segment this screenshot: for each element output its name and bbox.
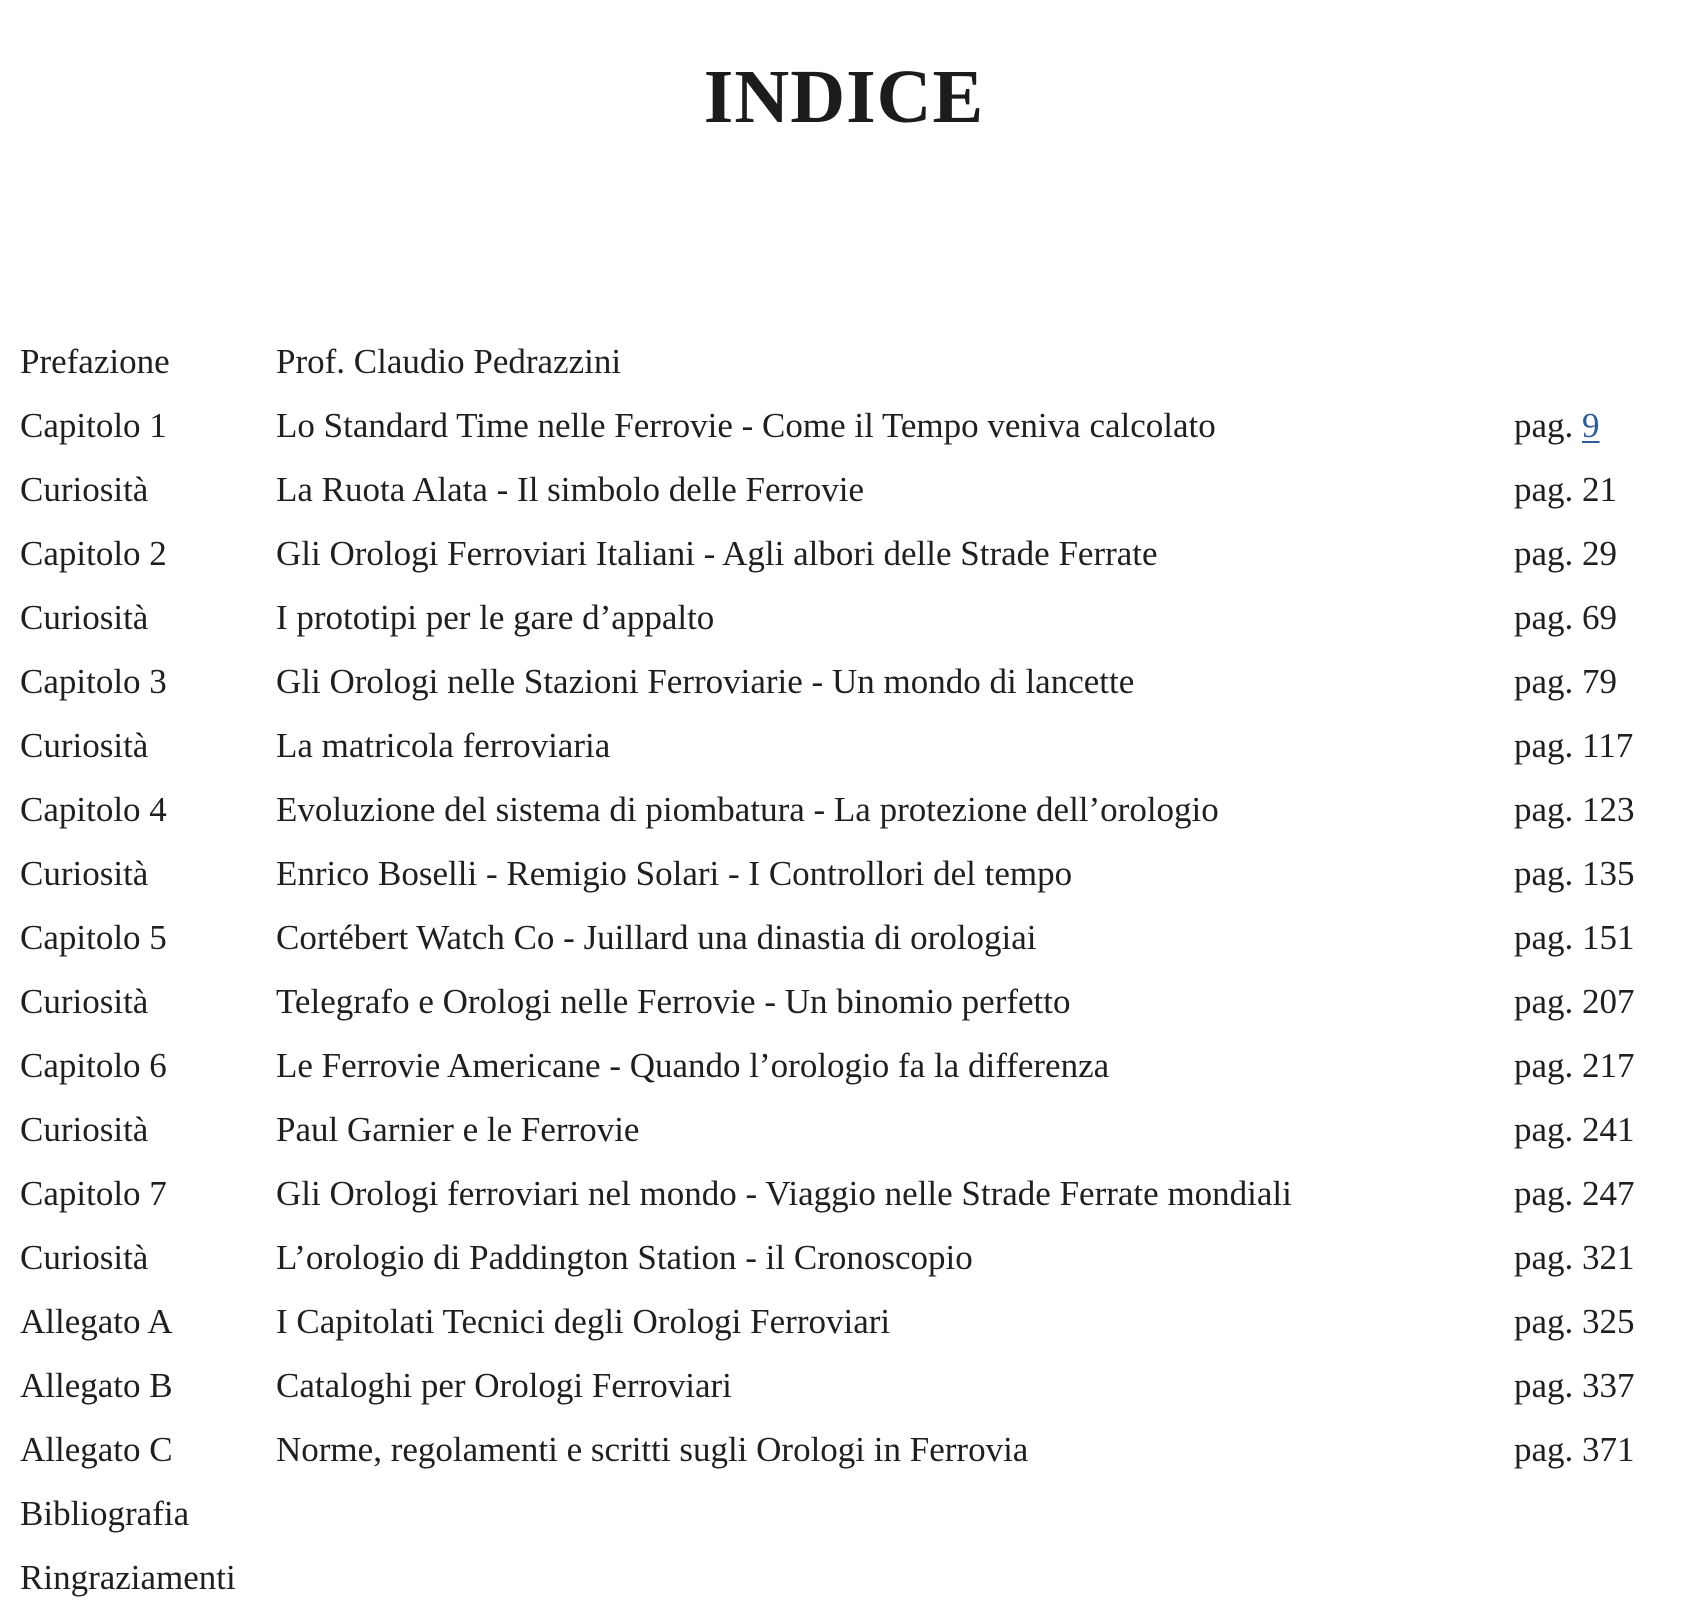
- toc-row-label: Curiosità: [20, 1238, 149, 1277]
- toc-row-page: pag. 135: [1514, 854, 1635, 893]
- toc-row-title: Norme, regolamenti e scritti sugli Orologi in Ferrovia: [276, 1430, 1029, 1469]
- toc-row: [20, 1226, 1668, 1290]
- toc-row: [20, 458, 1668, 522]
- toc-row-page: pag. 117: [1514, 726, 1634, 765]
- toc-row-label: Capitolo 1: [20, 406, 167, 445]
- toc-row-prefazione: [20, 330, 1668, 394]
- toc-row-label: Capitolo 7: [20, 1174, 167, 1213]
- toc-row: [20, 650, 1668, 714]
- table-of-contents: [20, 330, 1668, 1610]
- toc-row: [20, 1418, 1668, 1482]
- toc-row: [20, 1098, 1668, 1162]
- toc-row-ringraziamenti: [20, 1546, 1668, 1610]
- toc-row-page: pag. 207: [1514, 982, 1635, 1021]
- toc-row-title: I Capitolati Tecnici degli Orologi Ferroviari: [276, 1302, 891, 1341]
- toc-row: [20, 1354, 1668, 1418]
- toc-row-page: pag. 217: [1514, 1046, 1635, 1085]
- toc-row: [20, 1034, 1668, 1098]
- toc-row-label: Curiosità: [20, 598, 149, 637]
- toc-row: [20, 970, 1668, 1034]
- toc-row: [20, 1162, 1668, 1226]
- toc-row-title: Gli Orologi ferroviari nel mondo - Viaggio nelle Strade Ferrate mondiali: [276, 1174, 1292, 1213]
- page-prefix: pag.: [1514, 406, 1583, 445]
- toc-row-title: Telegrafo e Orologi nelle Ferrovie - Un binomio perfetto: [276, 982, 1071, 1021]
- toc-row-page: pag. 151: [1514, 918, 1635, 957]
- toc-row: [20, 1290, 1668, 1354]
- page-link[interactable]: 9: [1582, 406, 1600, 445]
- toc-row-label: Allegato A: [20, 1302, 173, 1341]
- toc-row-label: Capitolo 5: [20, 918, 167, 957]
- toc-row-page: pag. 123: [1514, 790, 1635, 829]
- toc-row-title: I prototipi per le gare d’appalto: [276, 598, 715, 637]
- toc-row-page: pag. 337: [1514, 1366, 1635, 1405]
- toc-row-page: pag. 79: [1514, 662, 1618, 701]
- toc-row: [20, 842, 1668, 906]
- toc-row-label: Allegato C: [20, 1430, 173, 1469]
- toc-row-title: La matricola ferroviaria: [276, 726, 611, 765]
- toc-row-page: pag. 29: [1514, 534, 1618, 573]
- toc-row: [20, 714, 1668, 778]
- toc-row-title: Enrico Boselli - Remigio Solari - I Controllori del tempo: [276, 854, 1073, 893]
- toc-row-page: pag. 247: [1514, 1174, 1635, 1213]
- toc-row-label: Curiosità: [20, 1110, 149, 1149]
- toc-row-label: Ringraziamenti: [20, 1558, 236, 1597]
- toc-row: [20, 778, 1668, 842]
- toc-row-title: Le Ferrovie Americane - Quando l’orologio fa la differenza: [276, 1046, 1110, 1085]
- toc-row-title: La Ruota Alata - Il simbolo delle Ferrovie: [276, 470, 865, 509]
- toc-row-title: Paul Garnier e le Ferrovie: [276, 1110, 640, 1149]
- toc-row-label: Capitolo 2: [20, 534, 167, 573]
- toc-row-page: pag. 371: [1514, 1430, 1635, 1469]
- toc-row-page: pag. 21: [1514, 470, 1618, 509]
- toc-row-title: L’orologio di Paddington Station - il Cronoscopio: [276, 1238, 973, 1277]
- toc-row-bibliografia: [20, 1482, 1668, 1546]
- toc-row-page: pag. 241: [1514, 1110, 1635, 1149]
- toc-row-label: Curiosità: [20, 470, 149, 509]
- toc-row-capitolo-1: [20, 394, 1668, 458]
- toc-row-label: Prefazione: [20, 342, 170, 381]
- toc-row-label: Capitolo 3: [20, 662, 167, 701]
- toc-row-label: Curiosità: [20, 854, 149, 893]
- toc-row-label: Capitolo 6: [20, 1046, 167, 1085]
- toc-row: [20, 522, 1668, 586]
- toc-row-title: Prof. Claudio Pedrazzini: [276, 342, 622, 381]
- toc-row-title: Gli Orologi Ferroviari Italiani - Agli albori delle Strade Ferrate: [276, 534, 1158, 573]
- page-title: INDICE: [703, 55, 985, 139]
- toc-row-page: pag. 69: [1514, 598, 1618, 637]
- toc-row-page: pag. 321: [1514, 1238, 1635, 1277]
- toc-row-page: [1514, 394, 1600, 458]
- toc-row: [20, 906, 1668, 970]
- toc-row-title: Cortébert Watch Co - Juillard una dinastia di orologiai: [276, 918, 1037, 957]
- toc-row-title: Evoluzione del sistema di piombatura - La protezione dell’orologio: [276, 790, 1219, 829]
- toc-row-label: Allegato B: [20, 1366, 173, 1405]
- toc-row-label: Capitolo 4: [20, 790, 167, 829]
- toc-row-label: Curiosità: [20, 982, 149, 1021]
- toc-row-page: pag. 325: [1514, 1302, 1635, 1341]
- toc-row-title: Cataloghi per Orologi Ferroviari: [276, 1366, 732, 1405]
- toc-row-title: Gli Orologi nelle Stazioni Ferroviarie - Un mondo di lancette: [276, 662, 1135, 701]
- toc-row: [20, 586, 1668, 650]
- toc-row-label: Bibliografia: [20, 1494, 190, 1533]
- toc-row-label: Curiosità: [20, 726, 149, 765]
- toc-row-title: Lo Standard Time nelle Ferrovie - Come il Tempo veniva calcolato: [276, 406, 1216, 445]
